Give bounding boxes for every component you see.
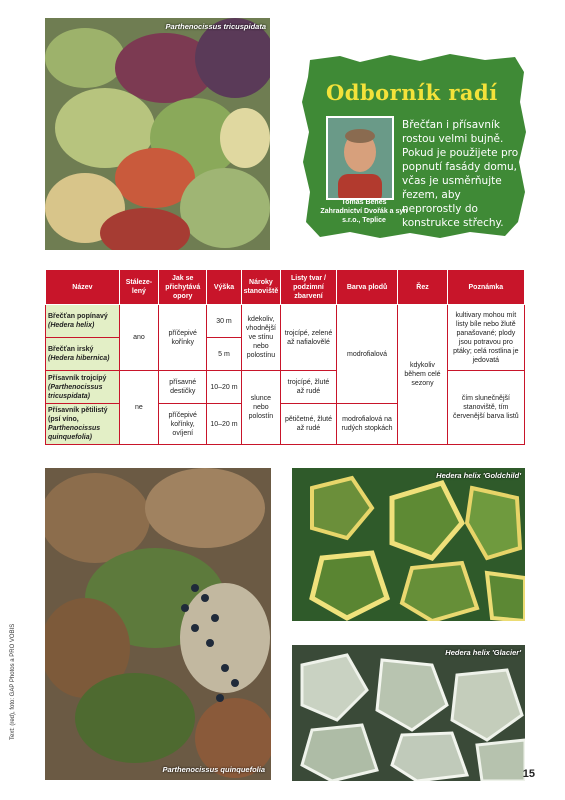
site-cell: kdekoliv, vhodnější ve stínu nebo polostínu: [241, 305, 281, 371]
photo-parthenocissus-quinquefolia: [45, 468, 271, 780]
photo-caption: Parthenocissus tricuspidata: [165, 22, 266, 31]
evergreen-cell: ne: [119, 371, 158, 445]
attach-cell: příčepivé kořínky, ovíjení: [159, 404, 207, 445]
col-header: Poznámka: [447, 270, 524, 305]
berry-cell: modrofialová: [336, 305, 398, 404]
advice-text: Břečťan i přísavník rostou velmi bujně. Pokud je použijete pro popnutí fasády domu, včas je usměrňujte řezem, aby neprorostly do konstrukce střechy.: [402, 119, 519, 229]
expert-name: Tomáš Beneš: [341, 199, 387, 206]
plant-latin-name: (Parthenocissus tricuspidata): [48, 383, 103, 400]
height-cell: 10–20 m: [207, 371, 241, 404]
photo-caption: Hedera helix 'Glacier': [445, 648, 521, 657]
attach-cell: přísavné destičky: [159, 371, 207, 404]
photo-hedera-glacier: [292, 645, 525, 781]
leaves-cell: trojcípé, žluté až rudé: [281, 371, 337, 404]
prune-cell: kdykoliv během celé sezony: [398, 305, 447, 445]
note-cell: kultivary mohou mít listy bíle nebo žlutě panašované; plody jsou potravou pro ptáky; celá rostlina je jedovatá: [447, 305, 524, 371]
expert-credit: [314, 198, 414, 225]
page-number: 15: [522, 768, 535, 780]
photo-parthenocissus-tricuspidata: [45, 18, 270, 250]
col-header: Barva plodů: [336, 270, 398, 305]
photo-caption: Hedera helix 'Goldchild': [436, 471, 521, 480]
advice-title: Odborník radí: [326, 80, 498, 105]
evergreen-cell: ano: [119, 305, 158, 371]
leaves-cell: trojcípé, zelené až nafialovělé: [281, 305, 337, 371]
col-header: Řez: [398, 270, 447, 305]
plant-name: [46, 305, 120, 338]
plant-common-name: Přísavník trojcípý: [48, 374, 107, 382]
col-header: Listy tvar / podzimní zbarvení: [281, 270, 337, 305]
col-header: Jak se přichytává opory: [159, 270, 207, 305]
photo-hedera-goldchild: [292, 468, 525, 621]
height-cell: 30 m: [207, 305, 241, 338]
plant-comparison-table: [45, 269, 525, 445]
col-header: Výška: [207, 270, 241, 305]
table-header-row: [46, 270, 525, 305]
expert-company: Zahradnictví Dvořák a syn s.r.o., Teplice: [320, 208, 408, 224]
expert-portrait: [326, 116, 394, 200]
plant-name: [46, 404, 120, 445]
plant-latin-name: (Hedera hibernica): [48, 355, 110, 362]
height-cell: 10–20 m: [207, 404, 241, 445]
col-header: Stáleze-lený: [119, 270, 158, 305]
table-row: [46, 371, 525, 404]
expert-advice-box: [300, 52, 528, 240]
photo-caption: Parthenocissus quinquefolia: [162, 765, 265, 774]
note-cell: čím slunečnější stanoviště, tím červenější barva listů: [447, 371, 524, 445]
plant-latin-name: (Hedera helix): [48, 322, 95, 329]
table-row: [46, 305, 525, 338]
plant-name: [46, 371, 120, 404]
leaves-cell: pětičetné, žluté až rudé: [281, 404, 337, 445]
plant-common-name: Přísavník pětilistý (psí víno,: [48, 407, 108, 423]
berry-cell: modrofialová na rudých stopkách: [336, 404, 398, 445]
col-header: Název: [46, 270, 120, 305]
plant-name: [46, 338, 120, 371]
photo-credit: Text: (red), foto: GAP Photos a PRO VOBIS: [10, 623, 16, 740]
col-header: Nároky stanoviště: [241, 270, 281, 305]
site-cell: slunce nebo polostín: [241, 371, 281, 445]
plant-common-name: Břečťan popínavý: [48, 313, 108, 320]
plant-common-name: Břečťan irský: [48, 346, 94, 353]
attach-cell: příčepivé kořínky: [159, 305, 207, 371]
height-cell: 5 m: [207, 338, 241, 371]
plant-latin-name: Parthenocissus quinquefolia): [48, 425, 101, 441]
